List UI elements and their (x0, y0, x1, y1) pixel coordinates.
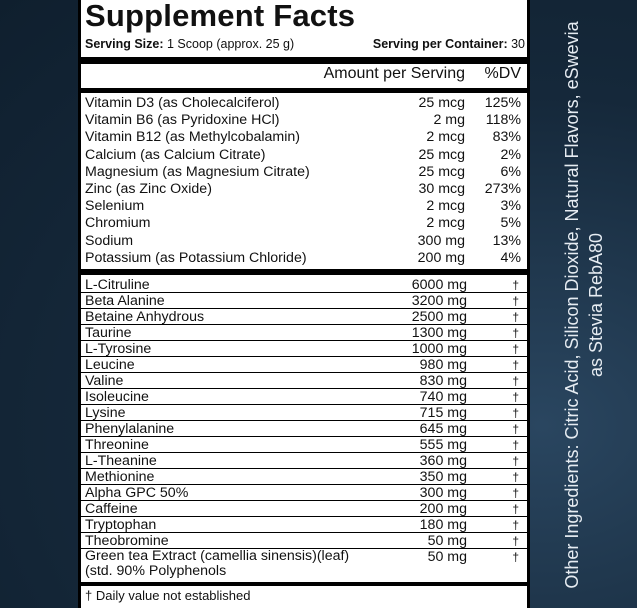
ingredient-amount: 25 mcg (418, 146, 465, 163)
ingredient-name: Leucine (85, 357, 135, 373)
ingredient-name: Alpha GPC 50% (85, 485, 189, 501)
ingredient-dv: † (512, 278, 519, 292)
ingredient-name: Lysine (85, 405, 126, 421)
ingredient-amount: 360 mg (419, 453, 467, 469)
ingredient-amount: 715 mg (419, 405, 467, 421)
ingredient-amount: 180 mg (419, 517, 467, 533)
ingredient-dv: 3% (500, 198, 521, 215)
servings-per-container (373, 37, 525, 51)
ingredient-amount: 2500 mg (411, 309, 467, 325)
ingredient-name: Zinc (as Zinc Oxide) (85, 181, 212, 197)
ingredient-name: Magnesium (as Magnesium Citrate) (85, 163, 310, 180)
table-row (81, 485, 527, 501)
ingredient-amount: 980 mg (419, 357, 467, 373)
ingredient-amount: 25 mcg (418, 163, 465, 180)
servings-value: 30 (511, 37, 525, 51)
table-row (81, 421, 527, 437)
ingredient-dv: † (512, 518, 519, 532)
ingredient-amount: 830 mg (419, 373, 467, 389)
table-row (81, 469, 527, 485)
ingredient-dv: 2% (500, 146, 521, 163)
ingredient-dv: † (512, 310, 519, 324)
green-tea-line2: (std. 90% Polyphenols (85, 563, 227, 579)
table-row (81, 309, 527, 325)
table-row (81, 405, 527, 421)
ingredient-amount: 200 mg (419, 501, 467, 517)
ingredient-dv: 118% (485, 112, 521, 129)
ingredient-name: Potassium (as Potassium Chloride) (85, 249, 307, 266)
ingredient-dv: † (512, 534, 519, 548)
ingredient-dv: 5% (500, 215, 521, 232)
ingredient-name: Betaine Anhydrous (85, 309, 205, 325)
thick-rule-bottom (81, 582, 527, 586)
servings-label: Serving per Container: (372, 37, 508, 51)
other-ingredients-text: Other Ingredients: Citric Acid, Silicon Dioxide, Natural Flavors, eSwevia as Stevia RebA80 (562, 21, 606, 589)
ingredient-name: Valine (85, 373, 124, 389)
ingredient-amount: 200 mg (417, 249, 465, 266)
ingredient-amount: 645 mg (419, 421, 467, 437)
thick-rule-blend (81, 269, 527, 275)
ingredient-dv: † (512, 406, 519, 420)
ingredient-name: Theobromine (85, 533, 169, 549)
serving-size-label: Serving Size: (85, 37, 164, 51)
green-tea-line1: Green tea Extract (camellia sinensis)(leaf) (85, 548, 350, 564)
table-row (81, 453, 527, 469)
ingredient-name: Vitamin B12 (as Methylcobalamin) (85, 129, 301, 146)
ingredient-amount: 1300 mg (411, 325, 467, 341)
ingredient-name: Chromium (85, 215, 151, 232)
supplement-facts-panel (78, 0, 530, 608)
thick-rule-top (81, 57, 527, 64)
table-row (81, 373, 527, 389)
table-row (81, 341, 527, 357)
green-tea-amount: 50 mg (427, 549, 467, 565)
green-tea-row (81, 549, 527, 581)
ingredient-name: Tryptophan (85, 517, 157, 533)
table-row (81, 501, 527, 517)
ingredient-dv: † (512, 470, 519, 484)
ingredient-name: Isoleucine (85, 389, 149, 405)
other-ingredients (538, 10, 630, 600)
ingredient-amount: 3200 mg (411, 293, 467, 309)
footnote: † Daily value not established (85, 588, 251, 603)
ingredient-dv: † (512, 422, 519, 436)
ingredient-dv: 4% (500, 249, 521, 266)
label-title: Supplement Facts (85, 0, 356, 33)
ingredient-name: Threonine (85, 437, 149, 453)
ingredient-amount: 2 mcg (426, 215, 465, 232)
table-row (81, 389, 527, 405)
green-tea-name (85, 549, 349, 579)
ingredient-name: Calcium (as Calcium Citrate) (85, 146, 266, 163)
ingredient-dv: 273% (484, 181, 521, 197)
ingredient-name: L-Tyrosine (85, 341, 152, 357)
ingredient-dv: † (512, 502, 519, 516)
ingredient-dv: † (512, 454, 519, 468)
ingredient-amount: 2 mcg (426, 129, 465, 146)
thick-rule-header (81, 88, 527, 93)
ingredient-dv: † (512, 486, 519, 500)
table-row (81, 325, 527, 341)
ingredient-amount: 1000 mg (411, 341, 467, 357)
ingredient-amount: 300 mg (417, 232, 465, 249)
ingredient-dv: 6% (500, 163, 521, 180)
ingredient-amount: 2 mcg (426, 198, 465, 215)
table-row (81, 357, 527, 373)
ingredient-name: Vitamin D3 (as Cholecalciferol) (85, 95, 280, 111)
table-row (81, 533, 527, 549)
ingredient-name: Vitamin B6 (as Pyridoxine HCl) (85, 112, 280, 129)
ingredient-dv: † (512, 438, 519, 452)
header-amount: Amount per Serving (323, 65, 465, 82)
ingredient-dv: 83% (492, 129, 521, 146)
ingredient-name: Methionine (85, 469, 155, 485)
ingredient-dv: † (512, 358, 519, 372)
ingredient-amount: 25 mcg (418, 95, 465, 111)
ingredient-name: Taurine (85, 325, 132, 341)
ingredient-dv: † (512, 326, 519, 340)
ingredient-dv: 13% (492, 232, 521, 249)
ingredient-amount: 555 mg (419, 437, 467, 453)
serving-size-value: 1 Scoop (approx. 25 g) (166, 37, 295, 51)
ingredient-name: L-Citruline (85, 277, 150, 293)
table-row (81, 517, 527, 533)
ingredient-name: Beta Alanine (85, 293, 165, 309)
ingredient-dv: † (512, 294, 519, 308)
ingredient-name: Phenylalanine (85, 421, 175, 437)
ingredient-dv: † (512, 390, 519, 404)
ingredient-name: Caffeine (85, 501, 138, 517)
ingredient-amount: 300 mg (419, 485, 467, 501)
ingredient-name: L-Theanine (85, 453, 157, 469)
green-tea-dv: † (512, 550, 519, 564)
table-row (81, 293, 527, 309)
table-row (81, 437, 527, 453)
ingredient-amount: 740 mg (419, 389, 467, 405)
ingredient-dv: † (512, 374, 519, 388)
column-header (81, 64, 527, 86)
ingredient-amount: 2 mg (433, 112, 465, 129)
ingredient-name: Selenium (85, 198, 145, 215)
ingredient-name: Sodium (85, 232, 134, 249)
ingredient-dv: † (512, 342, 519, 356)
ingredient-amount: 50 mg (427, 533, 467, 549)
ingredient-dv: 125% (484, 95, 521, 111)
ingredient-amount: 30 mcg (418, 181, 465, 197)
table-row (81, 277, 527, 293)
header-dv: %DV (484, 65, 521, 82)
serving-info (85, 37, 525, 51)
ingredient-amount: 350 mg (419, 469, 467, 485)
ingredient-amount: 6000 mg (411, 277, 467, 293)
